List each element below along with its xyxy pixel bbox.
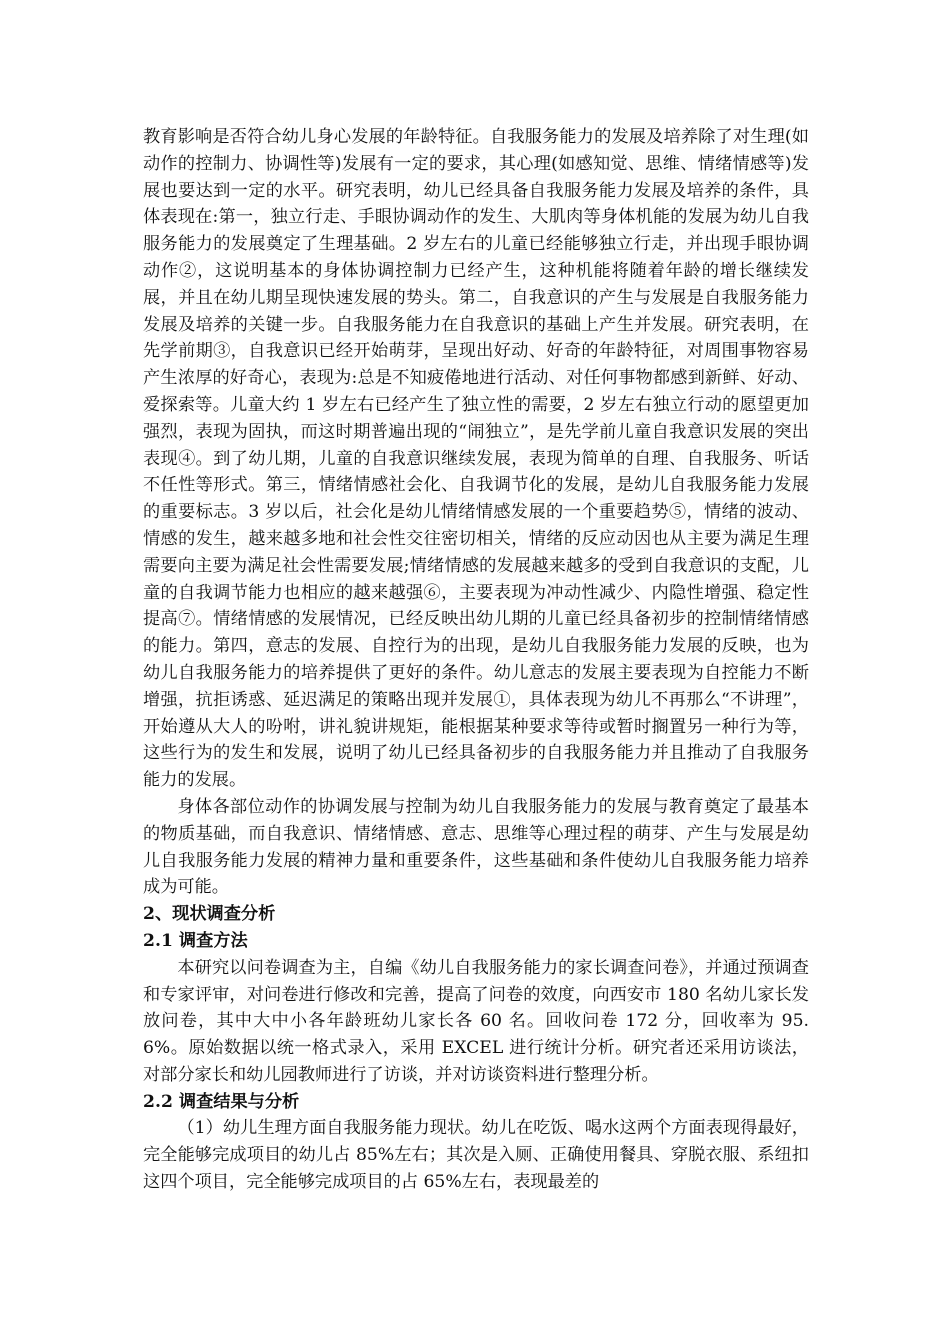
paragraph-survey-method: 本研究以问卷调查为主，自编《幼儿自我服务能力的家长调查问卷》，并通过预调查和专家评审，对问卷进行修改和完善，提高了问卷的效度，向西安市 180 名幼儿家长发放问卷，其中大中小各年龄班幼儿家长各 60 名。回收问卷 172 分，回收率为 95.6%。原始数据以统一格式录入，采用 EXCEL 进行统计分析。研究者还采用访谈法，对部分家长和幼儿园教师进行了访谈，并对访谈资料进行整理分析。: [143, 957, 809, 1085]
paragraph-results: （1）幼儿生理方面自我服务能力现状。幼儿在吃饭、喝水这两个方面表现得最好，完全能够完成项目的幼儿占 85%左右；其次是入厕、正确使用餐具、穿脱衣服、系纽扣这四个项目，完全能够完成项目的占 65%左右，表现最差的: [143, 1118, 809, 1193]
paragraph-summary: 身体各部位动作的协调发展与控制为幼儿自我服务能力的发展与教育奠定了最基本的物质基础，而自我意识、情绪情感、意志、思维等心理过程的萌芽、产生与发展是幼儿自我服务能力发展的精神力量和重要条件，这些基础和条件使幼儿自我服务能力培养成为可能。: [143, 796, 809, 898]
document-page: [143, 124, 809, 1196]
subsection-heading-results: 2.2 调查结果与分析: [143, 1091, 300, 1112]
paragraph-development-conditions: 教育影响是否符合幼儿身心发展的年龄特征。自我服务能力的发展及培养除了对生理(如动作的控制力、协调性等)发展有一定的要求，其心理(如感知觉、思维、情绪情感等)发展也要达到一定的水平。研究表明，幼儿已经具备自我服务能力发展及培养的条件，具体表现在:第一，独立行走、手眼协调动作的发生、大肌肉等身体机能的发展为幼儿自我服务能力的发展奠定了生理基础。2 岁左右的儿童已经能够独立行走，并出现手眼协调动作②，这说明基本的身体协调控制力已经产生，这种机能将随着年龄的增长继续发展，并且在幼儿期呈现快速发展的势头。第二，自我意识的产生与发展是自我服务能力发展及培养的关键一步。自我服务能力在自我意识的基础上产生并发展。研究表明，在先学前期③，自我意识已经开始萌芽，呈现出好动、好奇的年龄特征，对周围事物容易产生浓厚的好奇心，表现为:总是不知疲倦地进行活动、对任何事物都感到新鲜、好动、爱探索等。儿童大约 1 岁左右已经产生了独立性的需要，2 岁左右独立行动的愿望更加强烈，表现为固执，而这时期普遍出现的“闹独立”，是先学前儿童自我意识发展的突出表现④。到了幼儿期，儿童的自我意识继续发展，表现为简单的自理、自我服务、听话不任性等形式。第三，情绪情感社会化、自我调节化的发展，是幼儿自我服务能力发展的重要标志。3 岁以后，社会化是幼儿情绪情感发展的一个重要趋势⑤，情绪的波动、情感的发生，越来越多地和社会性交往密切相关，情绪的反应动因也从主要为满足生理需要向主要为满足社会性需要发展;情绪情感的发展越来越多的受到自我意识的支配，儿童的自我调节能力也相应的越来越强⑥，主要表现为冲动性减少、内隐性增强、稳定性提高⑦。情绪情感的发展情况，已经反映出幼儿期的儿童已经具备初步的控制情绪情感的能力。第四，意志的发展、自控行为的出现，是幼儿自我服务能力发展的反映，也为幼儿自我服务能力的培养提供了更好的条件。幼儿意志的发展主要表现为自控能力不断增强，抗拒诱惑、延迟满足的策略出现并发展①，具体表现为幼儿不再那么“不讲理”，开始遵从大人的吩咐，讲礼貌讲规矩，能根据某种要求等待或暂时搁置另一种行为等，这些行为的发生和发展，说明了幼儿已经具备初步的自我服务能力并且推动了自我服务能力的发展。: [143, 127, 809, 791]
section-heading-survey-analysis: 2、现状调查分析: [143, 904, 276, 925]
subsection-heading-survey-method: 2.1 调查方法: [143, 930, 248, 951]
